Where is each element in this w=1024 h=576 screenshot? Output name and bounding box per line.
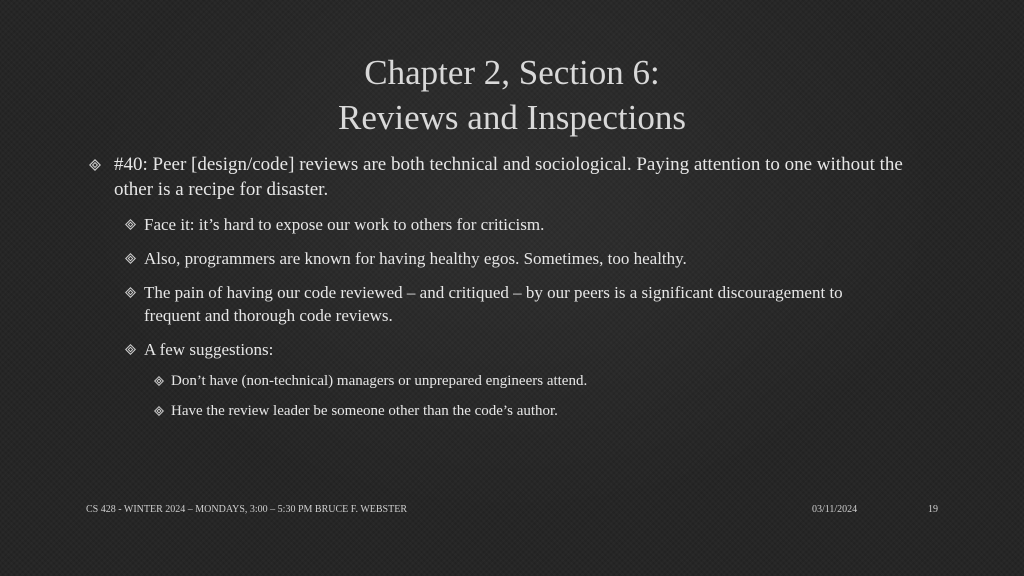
bullet-text: Also, programmers are known for having healthy egos. Sometimes, too healthy. [144, 249, 687, 268]
footer-date: 03/11/2024 [812, 504, 858, 515]
bullet-level-2 [125, 281, 885, 327]
bullet-level-2 [125, 213, 885, 236]
diamond-bullet-icon [154, 371, 171, 386]
bullet-level-2 [125, 247, 885, 270]
diamond-bullet-icon [125, 338, 144, 355]
diamond-bullet-icon [154, 401, 171, 416]
title-line-2: Reviews and Inspections [338, 98, 686, 137]
diamond-bullet-icon [89, 152, 114, 171]
bullet-text: #40: Peer [design/code] reviews are both technical and sociological. Paying attention to one without the other is a recipe for disaster. [114, 154, 903, 200]
footer-page-number: 19 [928, 504, 938, 515]
bullet-text: Face it: it’s hard to expose our work to others for criticism. [144, 215, 545, 234]
slide-title [0, 50, 1024, 140]
title-line-1: Chapter 2, Section 6: [364, 53, 660, 92]
diamond-bullet-icon [125, 281, 144, 298]
bullet-level-3 [154, 371, 854, 392]
bullet-text: A few suggestions: [144, 340, 274, 359]
diamond-bullet-icon [125, 213, 144, 230]
bullet-text: The pain of having our code reviewed – and critiqued – by our peers is a significant discouragement to frequent and thorough code reviews. [144, 283, 843, 325]
diamond-bullet-icon [125, 247, 144, 264]
bullet-level-3 [154, 401, 854, 422]
bullet-text: Don’t have (non-technical) managers or unprepared engineers attend. [171, 373, 588, 389]
bullet-level-2 [125, 338, 885, 361]
bullet-text: Have the review leader be someone other than the code’s author. [171, 403, 558, 419]
footer-course-info: CS 428 - WINTER 2024 – MONDAYS, 3:00 – 5:30 PM BRUCE F. WEBSTER [86, 504, 407, 515]
bullet-level-1 [89, 152, 919, 202]
